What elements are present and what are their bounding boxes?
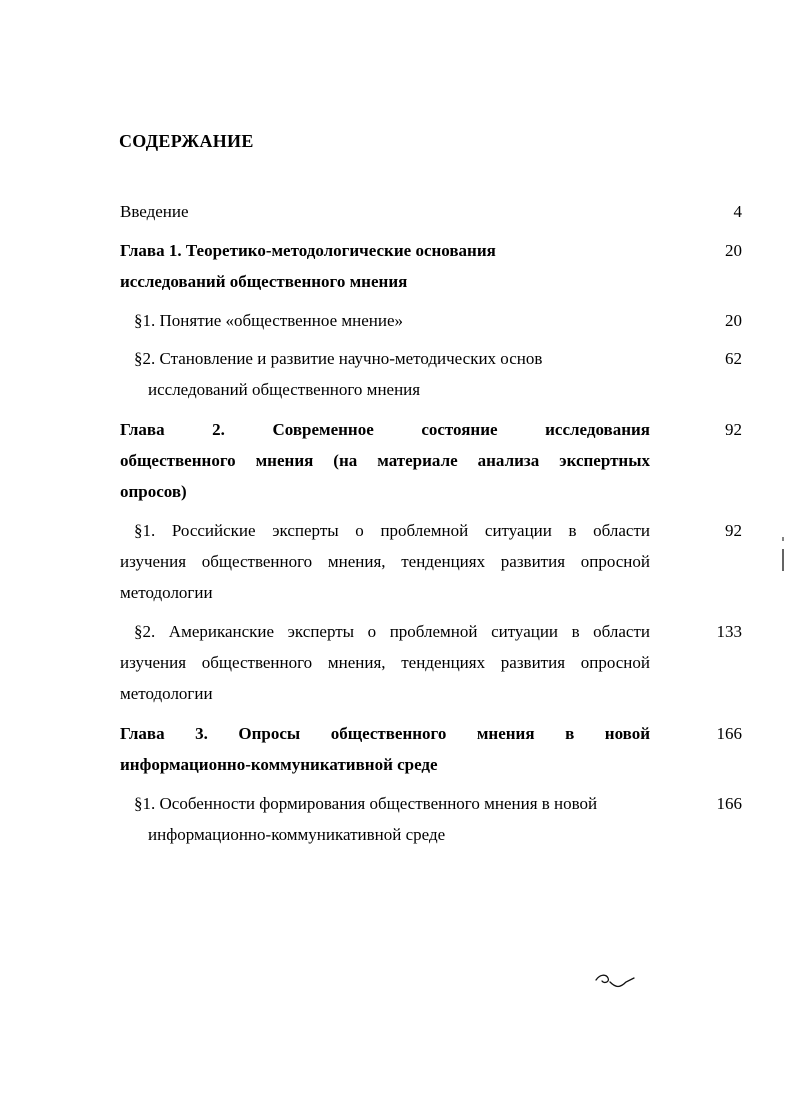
toc-line: общественного мнения (на материале анализа экспертных [120,451,650,470]
toc-page-number: 92 [725,420,742,439]
toc-page-number: 20 [725,241,742,260]
toc-line: исследований общественного мнения [148,380,421,399]
toc-line: изучения общественного мнения, тенденциях развития опросной [120,552,650,571]
toc-page-number: 166 [716,794,742,813]
toc-entry-text [120,196,650,227]
toc-line: методологии [120,583,213,602]
toc-line: информационно-коммуникативной среде [120,755,438,774]
toc-line: исследований общественного мнения [120,272,408,291]
toc-page-number: 4 [733,202,742,221]
toc-entry-text [134,305,664,336]
toc-entry-text [120,414,650,507]
scan-mark [778,535,788,575]
toc-page-number: 92 [725,521,742,540]
toc-page-number: 133 [716,622,742,641]
toc-entry-text [134,788,650,850]
toc-line: методологии [120,684,213,703]
toc-line: Глава 1. Теоретико-методологические основания [120,241,496,260]
toc-page-number: 62 [725,349,742,368]
page-title: СОДЕРЖАНИЕ [119,131,254,151]
handwritten-mark-icon [590,968,640,992]
toc-entry-text [120,235,650,297]
toc-entry-text [120,616,650,709]
toc-line: изучения общественного мнения, тенденциях развития опросной [120,653,650,672]
toc-line: §1. Российские эксперты о проблемной ситуации в области [134,521,650,540]
toc-line: §2. Становление и развитие научно-методических основ [134,349,543,368]
toc-page-number: 20 [725,311,742,330]
toc-line: §1. Особенности формирования общественного мнения в новой [134,794,598,813]
toc-line: информационно-коммуникативной среде [148,825,446,844]
toc-line: §2. Американские эксперты о проблемной ситуации в области [134,622,650,641]
toc-line: Введение [120,202,189,221]
toc-line: Глава 3. Опросы общественного мнения в новой [120,724,650,743]
toc-entry-text [134,343,664,405]
toc-line: опросов) [120,482,187,501]
toc-line: Глава 2. Современное состояние исследования [120,420,650,439]
toc-entry-text [120,718,650,780]
toc-entry-text [120,515,650,608]
toc-line: §1. Понятие «общественное мнение» [134,311,404,330]
toc-page-number: 166 [716,724,742,743]
